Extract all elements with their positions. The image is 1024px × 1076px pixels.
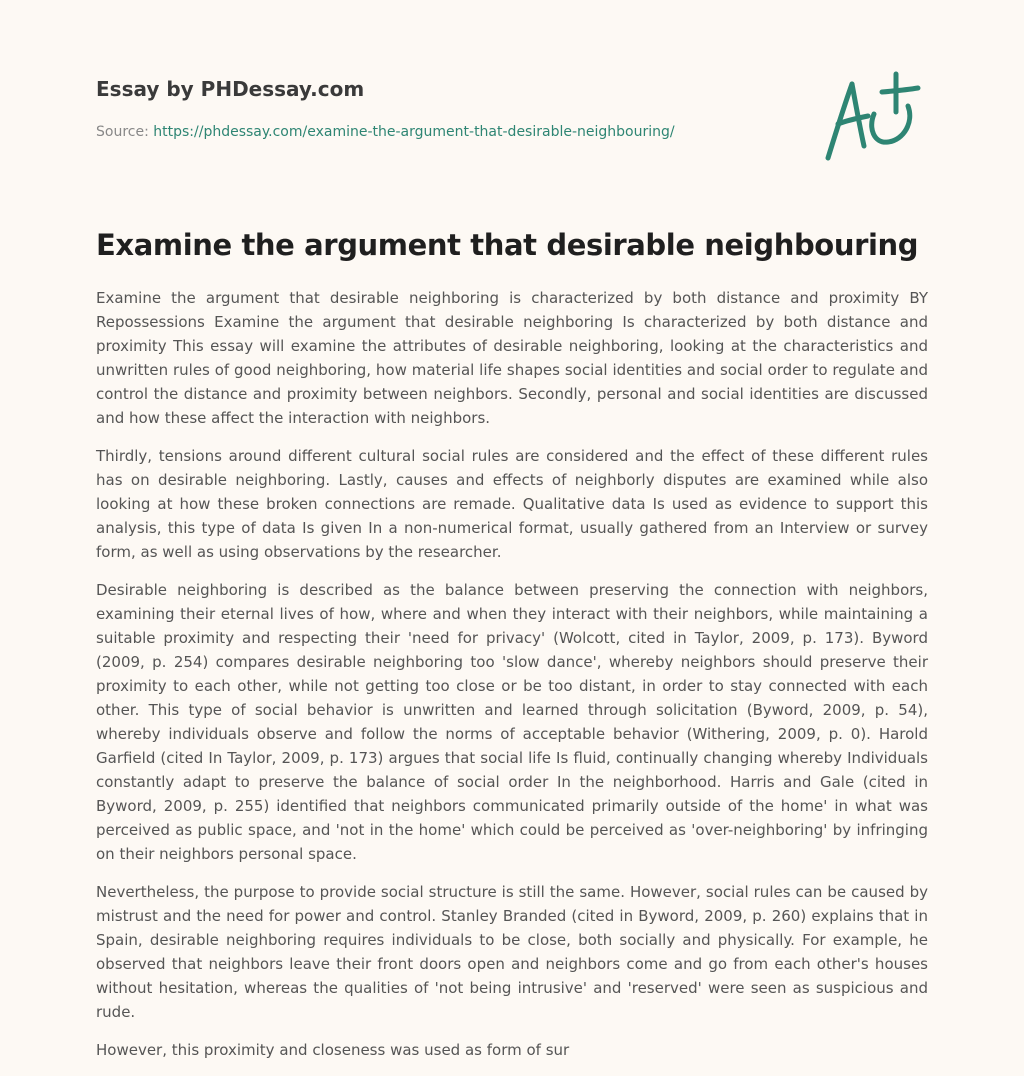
source-link[interactable]: https://phdessay.com/examine-the-argument-that-desirable-neighbouring/ [153, 124, 675, 140]
essay-paragraph: Desirable neighboring is described as the balance between preserving the connection with neighbors, examining their eternal lives of how, where and when they interact with their neighbors, while maintaining a suitable proximity and respecting their 'need for privacy' (Wolcott, cited in Taylor, 2009, p. 173). Byword (2009, p. 254) compares desirable neighboring too 'slow dance', whereby neighbors should preserve their proximity to each other, while not getting too close or be too distant, in order to stay connected with each other. This type of social behavior is unwritten and learned through solicitation (Byword, 2009, p. 54), whereby individuals observe and follow the norms of acceptable behavior (Withering, 2009, p. 0). Harold Garfield (cited In Taylor, 2009, p. 173) argues that social life Is fluid, continually changing whereby Individuals constantly adapt to preserve the balance of social order In the neighborhood. Harris and Gale (cited in Byword, 2009, p. 255) identified that neighbors communicated primarily outside of the home' in what was perceived as public space, and 'not in the home' which could be perceived as 'over-neighboring' by infringing on their neighbors personal space. [96, 581, 928, 863]
essay-paragraph: Thirdly, tensions around different cultural social rules are considered and the effect of these different rules has on desirable neighboring. Lastly, causes and effects of neighborly disputes are examined while also looking at how these broken connections are remade. Qualitative data Is used as evidence to support this analysis, this type of data Is given In a non-numerical format, usually gathered from an Interview or survey form, as well as using observations by the researcher. [96, 447, 928, 561]
essay-paragraph: Examine the argument that desirable neighboring is characterized by both distance and proximity BY Repossessions Examine the argument that desirable neighboring Is characterized by both distance and proximity This essay will examine the attributes of desirable neighboring, looking at the characteristics and unwritten rules of good neighboring, how material life shapes social identities and social order to regulate and control the distance and proximity between neighbors. Secondly, personal and social identities are discussed and how these affect the interaction with neighbors. [96, 289, 928, 427]
site-brand: Essay by PHDessay.com [96, 77, 365, 101]
essay-paragraph: However, this proximity and closeness was used as form of sur [96, 1041, 570, 1059]
a-plus-grade-icon [818, 66, 930, 166]
essay-body [96, 286, 928, 1076]
source-label: Source: [96, 124, 154, 140]
page-header [96, 74, 736, 142]
essay-paragraph: Nevertheless, the purpose to provide social structure is still the same. However, social rules can be caused by mistrust and the need for power and control. Stanley Branded (cited in Byword, 2009, p. 260) explains that in Spain, desirable neighboring requires individuals to be close, both socially and physically. For example, he observed that neighbors leave their front doors open and neighbors come and go from each other's houses without hesitation, whereas the qualities of 'not being intrusive' and 'reserved' were seen as suspicious and rude. [96, 883, 928, 1021]
source-line [96, 122, 736, 142]
essay-title: Examine the argument that desirable neighbouring [96, 228, 919, 262]
